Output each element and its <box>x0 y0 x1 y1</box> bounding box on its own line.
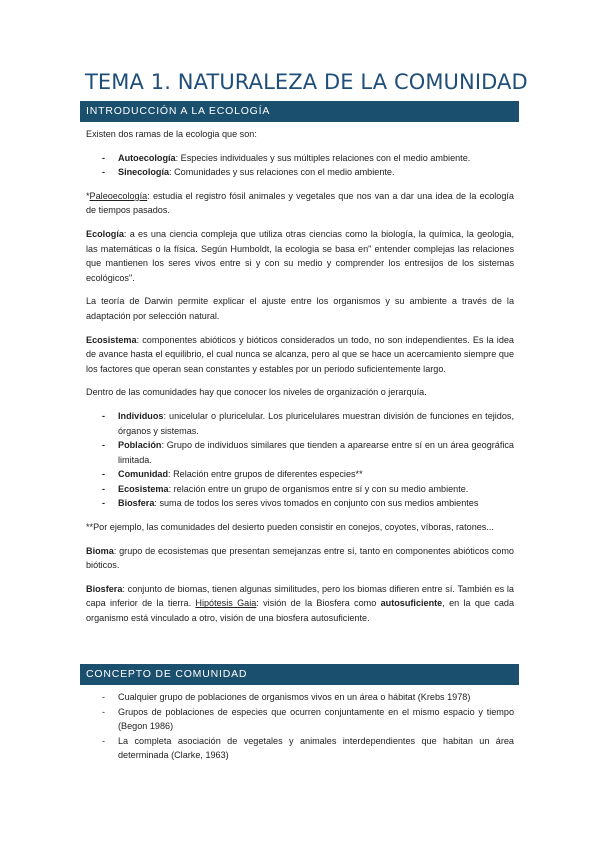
list-item: - Individuos: unicelular o pluricelular. Los pluricelulares muestran división de funciones en tejidos, órganos y sistemas. <box>86 409 514 438</box>
list-item: - Autoecología: Especies individuales y sus múltiples relaciones con el medio ambiente. <box>86 151 514 166</box>
biosfera-paragraph: Biosfera: conjunto de biomas, tienen algunas similitudes, pero los biomas difieren entre sí. También es la capa inferior de la tierra. Hipótesis Gaia: visión de la Biosfera como autosuficiente, en la que cada organismo está vinculado a otro, visión de una biosfera autosuficiente. <box>86 583 515 624</box>
example-paragraph: **Por ejemplo, las comunidades del desierto pueden consistir en conejos, coyotes, víboras, ratones... <box>86 522 494 533</box>
list-item: - Población: Grupo de individuos similares que tienden a aparearse entre sí en un área geográfica limitada. <box>86 438 514 467</box>
section-header-introduccion: INTRODUCCIÓN A LA ECOLOGÍA <box>80 101 519 122</box>
list-item: - Ecosistema: relación entre un grupo de organismos entre sí y con su medio ambiente. <box>86 482 514 497</box>
list-item: - Cualquier grupo de poblaciones de organismos vivos en un área o hábitat (Krebs 1978) <box>86 690 514 705</box>
levels-list <box>86 409 514 511</box>
section-body-introduccion <box>86 127 514 635</box>
list-item: - Comunidad: Relación entre grupos de diferentes especies** <box>86 467 514 482</box>
list-item: - La completa asociación de vegetales y animales interdependientes que habitan un área determinada (Clarke, 1963) <box>86 734 514 763</box>
darwin-paragraph: La teoría de Darwin permite explicar el ajuste entre los organismos y su ambiente a través de la adaptación por selección natural. <box>86 296 514 321</box>
section-body-concepto <box>86 690 514 772</box>
ecosistema-paragraph: Ecosistema: componentes abióticos y bióticos considerados un todo, no son independientes. Es la idea de avance hasta el equilibrio, el cual nunca se alcanza, pero al que se hace un acercamiento siempre que los factores que operan sean constantes y estables por un periodo suficientemente largo. <box>86 334 514 374</box>
bioma-paragraph: Bioma: grupo de ecosistemas que presentan semejanzas entre sí, tanto en componentes abióticos como bióticos. <box>86 545 514 571</box>
levels-intro: Dentro de las comunidades hay que conocer los niveles de organización o jerarquía. <box>86 387 427 398</box>
branches-list <box>86 151 514 180</box>
concepto-list <box>86 690 514 763</box>
branches-intro: Existen dos ramas de la ecologia que son: <box>86 129 257 139</box>
ecologia-paragraph: Ecología: a es una ciencia compleja que utiliza otras ciencias como la biología, la química, la geologia, las matemáticas o la física. Según Humboldt, la ecologia se basa en" entender complejas las relaciones que mantienen los seres vivos entre si y con su medio y comprender los entresijos de los sistemas ecológicos". <box>86 228 514 283</box>
list-item: - Grupos de poblaciones de especies que ocurren conjuntamente en el mismo espacio y tiempo (Begon 1986) <box>86 705 514 734</box>
page-title: TEMA 1. NATURALEZA DE LA COMUNIDAD <box>85 70 528 94</box>
list-item: - Biosfera: suma de todos los seres vivos tomados en conjunto con sus medios ambientes <box>86 496 514 511</box>
list-item: - Sinecología: Comunidades y sus relaciones con el medio ambiente. <box>86 165 514 180</box>
section-header-concepto: CONCEPTO DE COMUNIDAD <box>80 664 519 685</box>
paleoecologia-paragraph: *Paleoecología: estudia el registro fósil animales y vegetales que nos van a dar una idea de la ecología de tiempos pasados. <box>86 190 514 216</box>
